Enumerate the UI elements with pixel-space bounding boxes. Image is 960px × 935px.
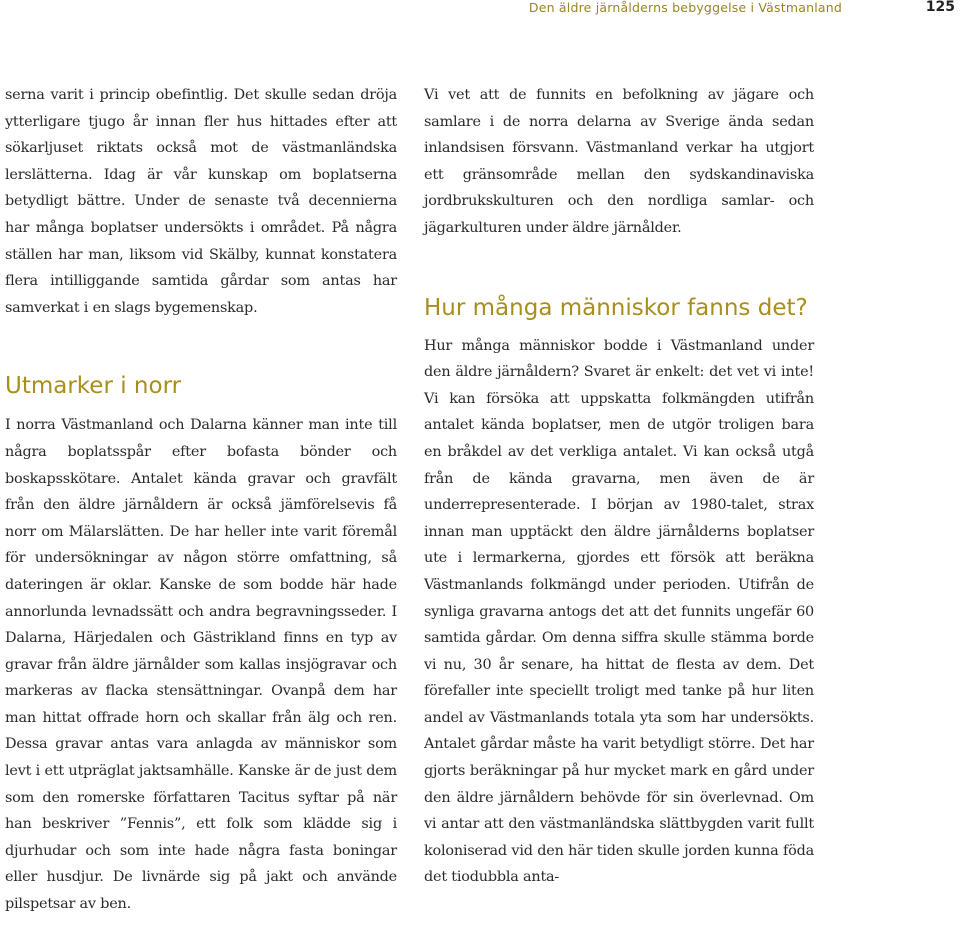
left-section-paragraph: I norra Västmanland och Dalarna känner man inte till några boplatsspår efter bofasta bönder och boskapsskötare. Antalet kända gravar och gravfält från den äldre järnåldern är också jämförelsevis få norr om Mälarslätten. De har heller inte varit föremål för undersökningar av någon större omfattning, så dateringen är oklar. Kanske de som bodde här hade annorlunda levnadssätt och andra begravningsseder. I Dalarna, Härjedalen och Gästrikland finns en typ av gravar från äldre järnålder som kallas insjögravar och markeras av flacka stensättningar. Ovanpå dem har man hittat offrade horn och skallar från älg och ren. Dessa gravar antas vara anlagda av människor som levt i ett utpräglat jaktsamhälle. Kanske är de just dem som den romerske författaren Tacitus syftar på när han beskriver ”Fennis”, ett folk som klädde sig i djurhudar och som inte hade några fasta boningar eller husdjur. De livnärde sig på jakt och använde pilspetsar av ben. [5, 417, 397, 913]
right-column [424, 82, 814, 891]
running-header [0, 0, 960, 30]
left-column [5, 82, 397, 918]
section-heading-hur-manga: Hur många människor fanns det? [424, 294, 808, 321]
running-title: Den äldre järnålderns bebyggelse i Västmanland [528, 0, 842, 15]
left-intro-paragraph: serna varit i princip obefintlig. Det skulle sedan dröja ytterligare tjugo år innan fler hus hittades efter att sökarljuset riktats också mot de västmanländska lerslätterna. Idag är vår kunskap om boplatserna betydligt bättre. Under de senaste två decennierna har många boplatser undersökts i området. På några ställen har man, liksom vid Skälby, kunnat konstatera flera intilliggande samtida gårdar som antas har samverkat i en slags bygemenskap. [5, 87, 397, 316]
right-intro-paragraph: Vi vet att de funnits en befolkning av jägare och samlare i de norra delarna av Sverige ända sedan inlandsisen försvann. Västmanland verkar ha utgjort ett gränsområde mellan den sydskandinaviska jordbrukskulturen och den nordliga samlar- och jägarkulturen under äldre järnålder. [424, 87, 814, 236]
section-heading-utmarker: Utmarker i norr [5, 373, 182, 400]
right-section-paragraph: Hur många människor bodde i Västmanland under den äldre järnåldern? Svaret är enkelt: det vet vi inte! Vi kan försöka att uppskatta folkmängden utifrån antalet kända boplatser, men de utgör troligen bara en bråkdel av det verkliga antalet. Vi kan också utgå från de kända gravarna, men även de är underrepresenterade. I början av 1980-talet, strax innan man upptäckt den äldre järnålderns boplatser ute i lermarkerna, gjordes ett försök att beräkna Västmanlands folkmängd under perioden. Utifrån de synliga gravarna antogs det att det funnits ungefär 60 samtida gårdar. Om denna siffra skulle stämma borde vi nu, 30 år senare, ha hittat de flesta av dem. Det förefaller inte speciellt troligt med tanke på hur liten andel av Västmanlands totala yta som har undersökts. Antalet gårdar måste ha varit betydligt större. Det har gjorts beräkningar på hur mycket mark en gård under den äldre järnåldern behövde för sin överlevnad. Om vi antar att den västmanländska slättbygden varit fullt koloniserad vid den här tiden skulle jorden kunna föda det tiodubbla anta- [424, 337, 814, 886]
page-number: 125 [925, 0, 955, 15]
